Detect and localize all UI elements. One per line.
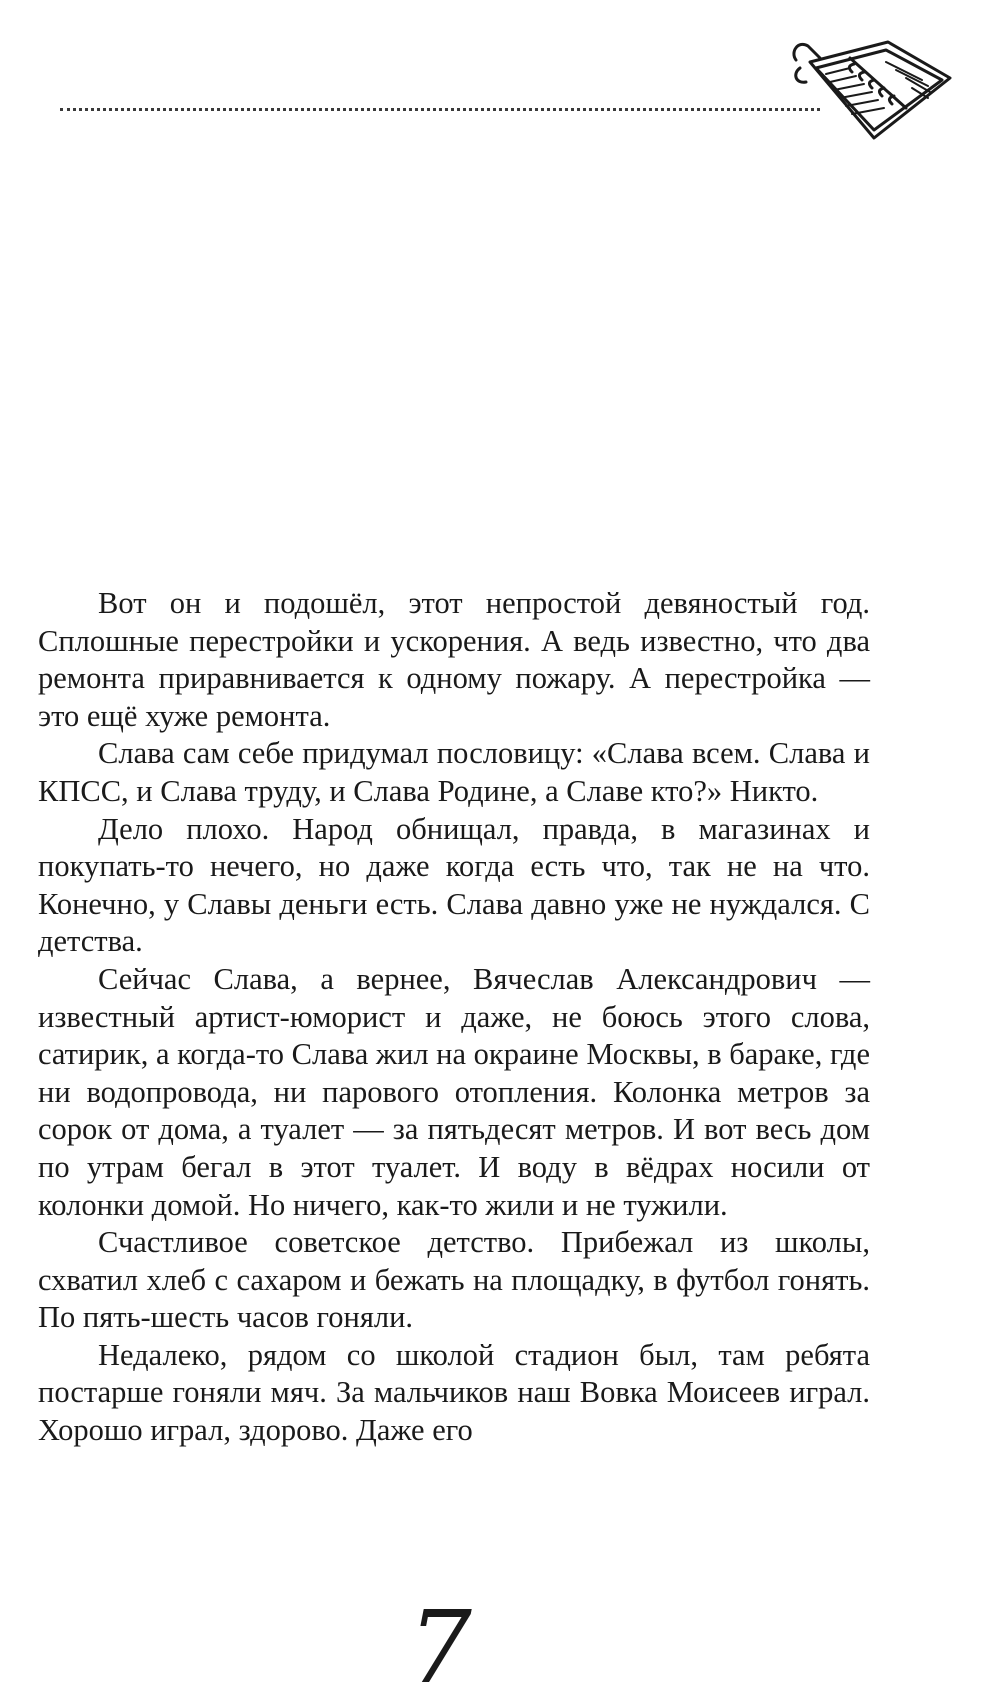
paragraph-1: Вот он и подошёл, этот непростой девяностый год. Сплошные перестройки и ускорения. А ведь известно, что два ремонта приравнивается к одному пожару. А перестройка — это ещё хуже ремонта. xyxy=(38,586,870,733)
page-number-text: 7 xyxy=(408,1590,472,1696)
paragraph-5: Счастливое советское детство. Прибежал из школы, схватил хлеб с сахаром и бежать на площадку, в футбол гонять. По пять-шесть часов гоняли. xyxy=(38,1225,870,1335)
paragraph-6: Недалеко, рядом со школой стадион был, там ребята постарше гоняли мяч. За мальчиков наш Вовка Моисеев играл. Хорошо играл, здорово. Даже его xyxy=(38,1337,870,1448)
paragraph-4: Сейчас Слава, а вернее, Вячеслав Александрович — известный артист-юморист и даже, не боюсь этого слова, сатирик, а когда-то Слава жил на окраине Москвы, в бараке, где ни водопровода, ни парового отопления. Колонка метров за сорок от дома, а туалет — за пятьдесят метров. И вот весь дом по утрам бегал в этот туалет. И воду в вёдрах носили от колонки домой. Но ничего, как-то жили и не тужили. xyxy=(38,961,870,1222)
notebook-icon xyxy=(788,22,958,152)
page-number xyxy=(400,1590,480,1696)
header-dotted-rule xyxy=(60,108,820,111)
body-text xyxy=(38,585,870,1450)
paragraph-2: Слава сам себе придумал пословицу: «Слава всем. Слава и КПСС, и Слава труду, и Слава Родине, а Славе кто?» Никто. xyxy=(38,736,870,808)
paragraph-3: Дело плохо. Народ обнищал, правда, в магазинах и покупать-то нечего, но даже когда есть что, так не на что. Конечно, у Славы деньги есть. Слава давно уже не нуждался. С детства. xyxy=(38,811,870,959)
